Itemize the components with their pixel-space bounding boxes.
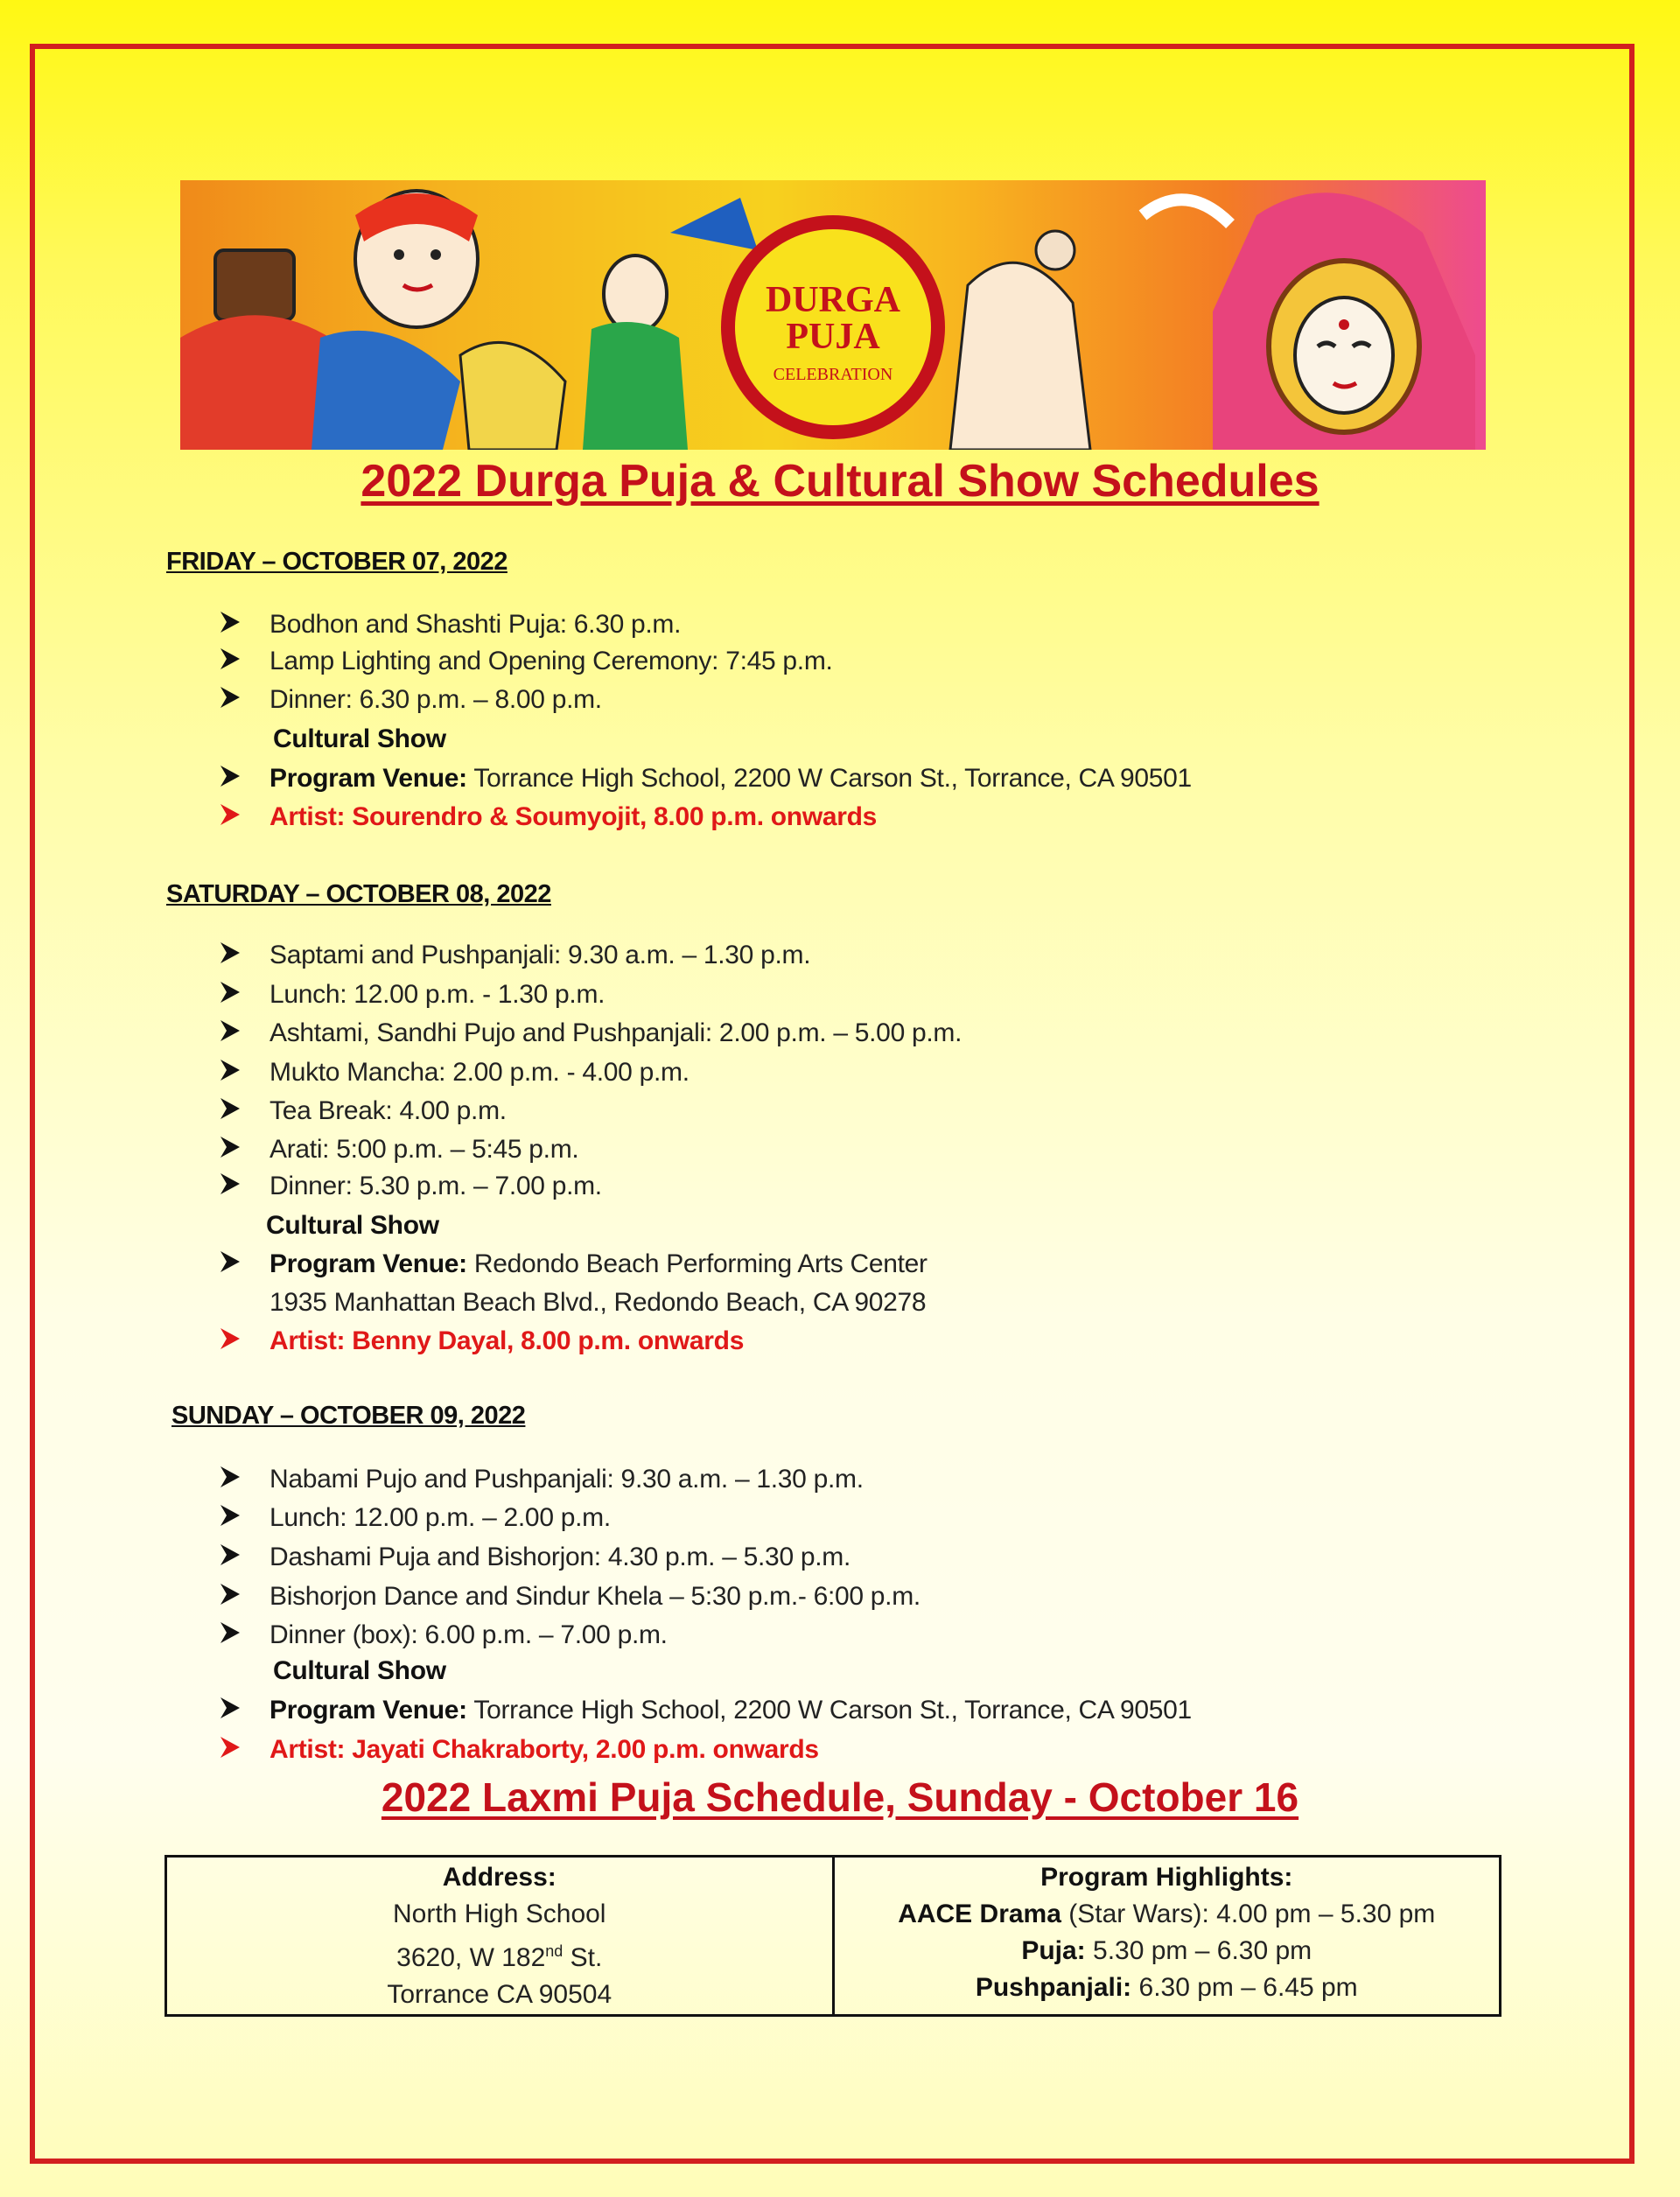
venue-value: Torrance High School, 2200 W Carson St., Torrance, CA 90501 — [466, 1696, 1192, 1725]
saturday-item: Dinner: 5.30 p.m. – 7.00 p.m. — [270, 1172, 602, 1200]
arrowhead-bullet-icon — [219, 980, 242, 1004]
highlight-row — [836, 1933, 1499, 1970]
highlight-value: 5.30 pm – 6.30 pm — [1085, 1936, 1312, 1965]
arrowhead-bullet-icon — [219, 1096, 242, 1121]
saturday-item: Arati: 5:00 p.m. – 5:45 p.m. — [270, 1135, 579, 1164]
address-line — [168, 1933, 831, 1977]
friday-item: Bodhon and Shashti Puja: 6.30 p.m. — [270, 610, 682, 639]
highlight-label: Pushpanjali: — [975, 1973, 1132, 2002]
arrowhead-bullet-icon — [219, 1503, 242, 1528]
arrowhead-bullet-icon — [219, 764, 242, 788]
arrowhead-bullet-icon — [219, 1735, 242, 1760]
friday-cultural-show: Cultural Show — [273, 724, 446, 753]
arrowhead-bullet-icon — [219, 1620, 242, 1645]
arrowhead-bullet-icon — [219, 1249, 242, 1274]
venue-value: Redondo Beach Performing Arts Center — [466, 1249, 928, 1278]
venue-label: Program Venue: — [270, 1696, 467, 1725]
arrowhead-bullet-icon — [219, 1543, 242, 1567]
arrowhead-bullet-icon — [219, 1326, 242, 1351]
arrowhead-bullet-icon — [219, 610, 242, 634]
arrowhead-bullet-icon — [219, 941, 242, 965]
banner-badge-line1: DURGA — [766, 280, 900, 320]
saturday-item: Mukto Mancha: 2.00 p.m. - 4.00 p.m. — [270, 1058, 690, 1087]
friday-item: Lamp Lighting and Opening Ceremony: 7:45 p.m. — [270, 647, 833, 675]
address-street: 3620, W 182 — [396, 1943, 546, 1972]
address-street-suffix: St. — [563, 1943, 603, 1972]
address-ordinal: nd — [545, 1942, 564, 1960]
friday-venue — [270, 764, 1192, 794]
highlight-value: (Star Wars): 4.00 pm – 5.30 pm — [1060, 1900, 1436, 1928]
saturday-item: Lunch: 12.00 p.m. - 1.30 p.m. — [270, 980, 606, 1009]
arrowhead-bullet-icon — [219, 1172, 242, 1196]
highlight-value: 6.30 pm – 6.45 pm — [1131, 1973, 1358, 2002]
highlights-heading: Program Highlights: — [1040, 1863, 1293, 1892]
sunday-heading: SUNDAY – OCTOBER 09, 2022 — [172, 1402, 526, 1430]
highlight-row — [836, 1970, 1499, 2006]
saturday-heading: SATURDAY – OCTOBER 08, 2022 — [166, 880, 551, 908]
saturday-cultural-show: Cultural Show — [266, 1211, 439, 1240]
laxmi-puja-table — [164, 1855, 1502, 2017]
saturday-artist: Artist: Benny Dayal, 8.00 p.m. onwards — [270, 1326, 745, 1355]
laxmi-puja-title: 2022 Laxmi Puja Schedule, Sunday - October 16 — [381, 1774, 1299, 1820]
highlights-cell — [833, 1857, 1501, 2016]
friday-heading: FRIDAY – OCTOBER 07, 2022 — [166, 548, 508, 576]
durga-puja-banner — [180, 180, 1486, 450]
sunday-item: Dinner (box): 6.00 p.m. – 7.00 p.m. — [270, 1620, 668, 1649]
friday-artist: Artist: Sourendro & Soumyojit, 8.00 p.m. onwards — [270, 802, 878, 831]
arrowhead-bullet-icon — [219, 685, 242, 710]
saturday-item: Tea Break: 4.00 p.m. — [270, 1096, 507, 1125]
arrowhead-bullet-icon — [219, 1582, 242, 1606]
arrowhead-bullet-icon — [219, 802, 242, 827]
arrowhead-bullet-icon — [219, 1135, 242, 1159]
saturday-venue-address: 1935 Manhattan Beach Blvd., Redondo Beach, CA 90278 — [270, 1288, 927, 1317]
sunday-item: Lunch: 12.00 p.m. – 2.00 p.m. — [270, 1503, 611, 1532]
sunday-item: Nabami Pujo and Pushpanjali: 9.30 a.m. – 1.30 p.m. — [270, 1465, 864, 1494]
venue-label: Program Venue: — [270, 1249, 467, 1278]
address-line: North High School — [393, 1900, 606, 1928]
arrowhead-bullet-icon — [219, 1465, 242, 1489]
venue-value: Torrance High School, 2200 W Carson St., Torrance, CA 90501 — [466, 764, 1192, 793]
saturday-item: Ashtami, Sandhi Pujo and Pushpanjali: 2.00 p.m. – 5.00 p.m. — [270, 1018, 962, 1047]
venue-label: Program Venue: — [270, 764, 467, 793]
highlight-label: Puja: — [1021, 1936, 1086, 1965]
arrowhead-bullet-icon — [219, 1058, 242, 1082]
sunday-cultural-show: Cultural Show — [273, 1656, 446, 1685]
sunday-item: Bishorjon Dance and Sindur Khela – 5:30 p.m.- 6:00 p.m. — [270, 1582, 920, 1611]
address-heading: Address: — [442, 1863, 556, 1892]
sunday-item: Dashami Puja and Bishorjon: 4.30 p.m. – 5.30 p.m. — [270, 1543, 851, 1571]
saturday-venue — [270, 1249, 928, 1279]
arrowhead-bullet-icon — [219, 1018, 242, 1043]
page-title: 2022 Durga Puja & Cultural Show Schedules — [360, 456, 1320, 507]
highlight-row — [836, 1896, 1499, 1933]
sunday-venue — [270, 1696, 1192, 1725]
banner-badge-line2: PUJA — [786, 317, 880, 357]
address-cell — [166, 1857, 834, 2016]
banner-badge-line3: CELEBRATION — [773, 365, 893, 384]
saturday-item: Saptami and Pushpanjali: 9.30 a.m. – 1.30 p.m. — [270, 941, 811, 969]
friday-item: Dinner: 6.30 p.m. – 8.00 p.m. — [270, 685, 602, 714]
arrowhead-bullet-icon — [219, 647, 242, 671]
arrowhead-bullet-icon — [219, 1696, 242, 1720]
address-line: Torrance CA 90504 — [387, 1980, 612, 2009]
sunday-artist: Artist: Jayati Chakraborty, 2.00 p.m. onwards — [270, 1735, 819, 1764]
highlight-label: AACE Drama — [898, 1900, 1061, 1928]
